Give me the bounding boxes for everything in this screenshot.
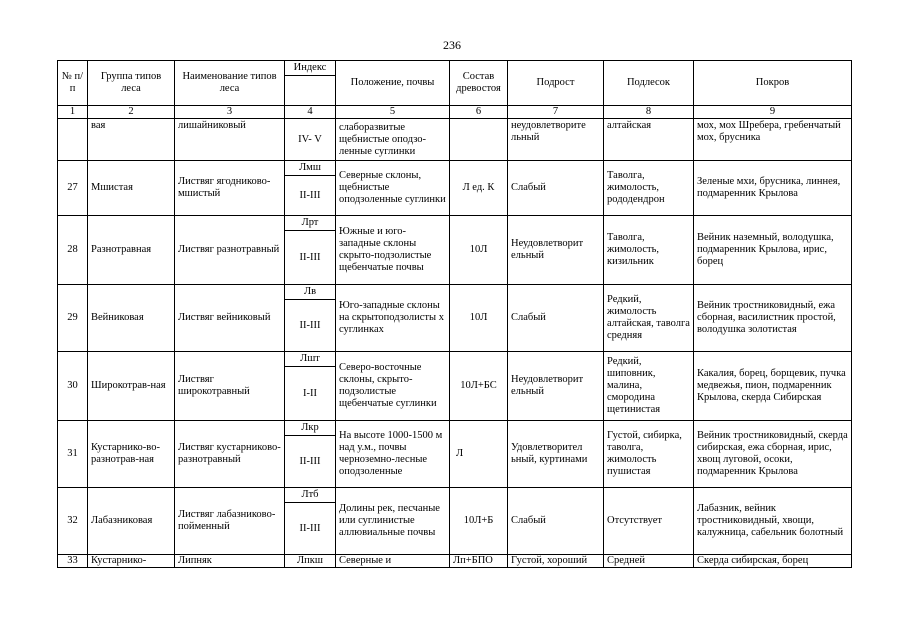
table-row [58, 352, 852, 367]
cell-name: Листвяг широкотравный [175, 352, 285, 421]
cell-bonitet: II-III [285, 300, 336, 352]
column-number: 6 [450, 106, 508, 119]
cell-cover: Скерда сибирская, борец [694, 555, 852, 568]
cell-group: вая [88, 119, 175, 161]
table-row [58, 555, 852, 568]
cell-index: Лпкш [285, 555, 336, 568]
cell-composition: 10Л+Б [450, 488, 508, 555]
cell-name: Листвяг вейниковый [175, 285, 285, 352]
cell-num: 33 [58, 555, 88, 568]
cell-underbrush: Редкий, жимолость алтайская, таволга средняя [604, 285, 694, 352]
cell-name: Листвяг ягодниково-мшистый [175, 161, 285, 216]
cell-position: Северные и [336, 555, 450, 568]
cell-position: Долины рек, песчаные или суглинистые аллювиальные почвы [336, 488, 450, 555]
cell-name: Листвяг кустарниково-разнотравный [175, 421, 285, 488]
cell-num [58, 119, 88, 161]
cell-underbrush: Редкий, шиповник, малина, смородина щетинистая [604, 352, 694, 421]
cell-index: Лшт [285, 352, 336, 367]
column-number: 7 [508, 106, 604, 119]
header-undergrowth: Подрост [508, 61, 604, 106]
cell-name: Листвяг разнотравный [175, 216, 285, 285]
cell-bonitet: II-III [285, 231, 336, 285]
cell-name: лишайниковый [175, 119, 285, 161]
cell-group: Кустарнико- [88, 555, 175, 568]
header-position: Положение, почвы [336, 61, 450, 106]
cell-undergrowth: Неудовлетворит ельный [508, 216, 604, 285]
cell-name: Липняк [175, 555, 285, 568]
table-row [58, 216, 852, 231]
page-number: 236 [443, 38, 461, 52]
header-underbrush: Подлесок [604, 61, 694, 106]
cell-group: Разнотравная [88, 216, 175, 285]
cell-index: Лв [285, 285, 336, 300]
cell-num: 27 [58, 161, 88, 216]
cell-index: Лтб [285, 488, 336, 503]
cell-group: Широкотрав-ная [88, 352, 175, 421]
cell-index: Лмш [285, 161, 336, 176]
cell-underbrush: Таволга, жимолость, кизильник [604, 216, 694, 285]
header-index: Индекс [285, 61, 336, 76]
cell-undergrowth: Удовлетворител ьный, куртинами [508, 421, 604, 488]
header-name: Наименование типов леса [175, 61, 285, 106]
cell-bonitet: II-III [285, 503, 336, 555]
cell-undergrowth: Неудовлетворит ельный [508, 352, 604, 421]
cell-index: Лкр [285, 421, 336, 436]
cell-composition: 10Л [450, 285, 508, 352]
cell-composition: Л [450, 421, 508, 488]
cell-cover: мох, мох Шребера, гребенчатый мох, брусника [694, 119, 852, 161]
cell-cover: Зеленые мхи, брусника, линнея, подмаренник Крылова [694, 161, 852, 216]
column-number: 5 [336, 106, 450, 119]
cell-composition: 10Л+БС [450, 352, 508, 421]
cell-underbrush: Таволга, жимолость, рододендрон [604, 161, 694, 216]
cell-composition: Лп+БПО [450, 555, 508, 568]
cell-group: Лабазниковая [88, 488, 175, 555]
cell-position: Северные склоны, щебнистые оподзоленные суглинки [336, 161, 450, 216]
header-cover: Покров [694, 61, 852, 106]
cell-underbrush: Отсутствует [604, 488, 694, 555]
cell-composition: Л ед. К [450, 161, 508, 216]
table-row [58, 488, 852, 503]
forest-types-table [57, 60, 852, 568]
cell-cover: Вейник тростниковидный, ежа сборная, василистник простой, володушка золотистая [694, 285, 852, 352]
cell-name: Листвяг лабазниково-пойменный [175, 488, 285, 555]
column-number: 8 [604, 106, 694, 119]
cell-cover: Лабазник, вейник тростниковидный, хвощи, калужница, сабельник болотный [694, 488, 852, 555]
cell-num: 28 [58, 216, 88, 285]
cell-bonitet: I-II [285, 367, 336, 421]
table-row [58, 119, 852, 161]
column-number: 4 [285, 106, 336, 119]
cell-underbrush: Густой, сибирка, таволга, жимолость пушистая [604, 421, 694, 488]
cell-num: 30 [58, 352, 88, 421]
cell-cover: Вейник тростниковидный, скерда сибирская, ежа сборная, ирис, хвощ луговой, осоки, подмаренник Крылова [694, 421, 852, 488]
cell-position: Северо-восточные склоны, скрыто-подзолистые щебенчатые суглинки [336, 352, 450, 421]
cell-num: 32 [58, 488, 88, 555]
cell-composition [450, 119, 508, 161]
cell-underbrush: Средней [604, 555, 694, 568]
cell-position: слаборазвитые щебнистые оподзо-ленные суглинки [336, 119, 450, 161]
cell-cover: Вейник наземный, володушка, подмаренник Крылова, ирис, борец [694, 216, 852, 285]
column-number: 1 [58, 106, 88, 119]
column-number: 2 [88, 106, 175, 119]
cell-undergrowth: Слабый [508, 285, 604, 352]
table-row [58, 285, 852, 300]
header-group: Группа типов леса [88, 61, 175, 106]
cell-group: Кустарнико-во-разнотрав-ная [88, 421, 175, 488]
column-number-row [58, 106, 852, 119]
cell-group: Вейниковая [88, 285, 175, 352]
cell-position: Юго-западные склоны на скрытоподзолисты х суглинках [336, 285, 450, 352]
cell-bonitet: II-III [285, 176, 336, 216]
cell-underbrush: алтайская [604, 119, 694, 161]
table-row [58, 421, 852, 436]
cell-num: 31 [58, 421, 88, 488]
header-bonitet [285, 76, 336, 106]
cell-index: Лрт [285, 216, 336, 231]
header-num: № п/п [58, 61, 88, 106]
cell-undergrowth: Слабый [508, 161, 604, 216]
cell-bonitet: IV- V [285, 119, 336, 161]
cell-undergrowth: Густой, хороший [508, 555, 604, 568]
cell-num: 29 [58, 285, 88, 352]
cell-undergrowth: Слабый [508, 488, 604, 555]
cell-undergrowth: неудовлетворите льный [508, 119, 604, 161]
cell-bonitet: II-III [285, 436, 336, 488]
cell-position: Южные и юго-западные склоны скрыто-подзолистые щебенчатые почвы [336, 216, 450, 285]
column-number: 9 [694, 106, 852, 119]
cell-group: Мшистая [88, 161, 175, 216]
cell-position: На высоте 1000-1500 м над у.м., почвы черноземно-лесные оподзоленные [336, 421, 450, 488]
table-row [58, 161, 852, 176]
cell-cover: Какалия, борец, борщевик, пучка медвежья, пион, подмаренник Крылова, скерда Сибирская [694, 352, 852, 421]
cell-composition: 10Л [450, 216, 508, 285]
header-composition: Состав древостоя [450, 61, 508, 106]
column-number: 3 [175, 106, 285, 119]
